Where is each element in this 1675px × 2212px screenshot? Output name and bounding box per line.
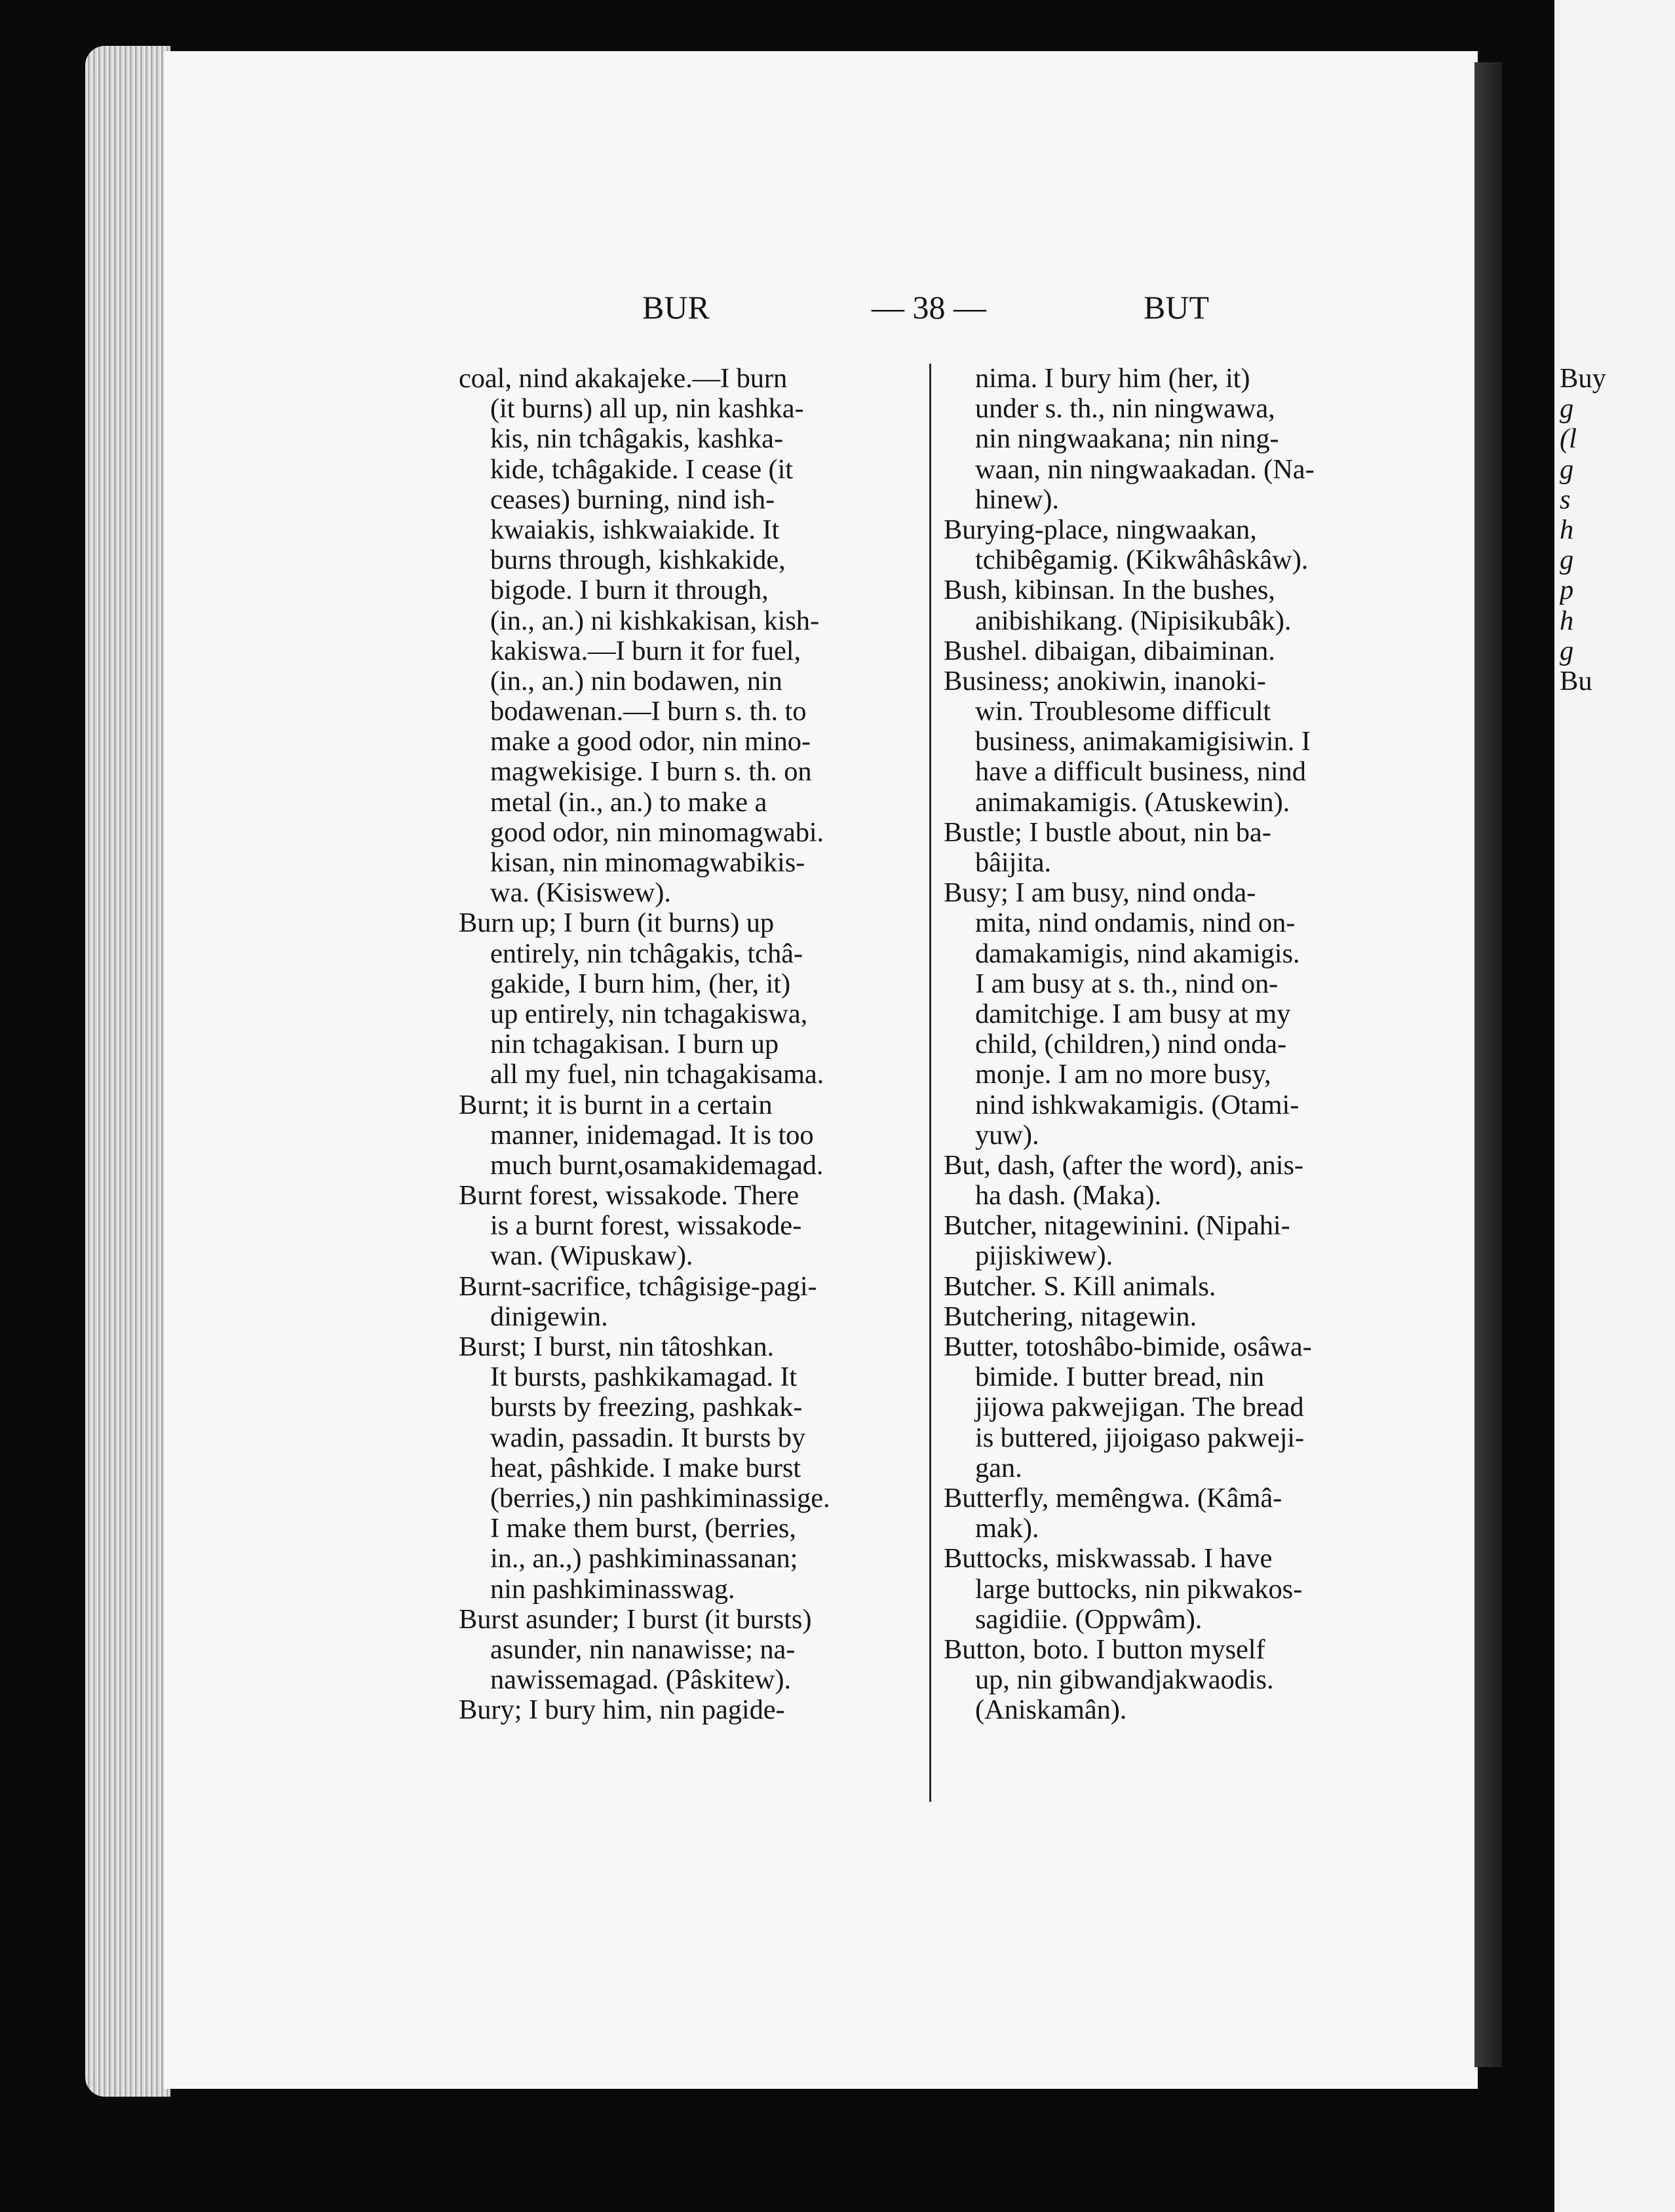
dictionary-line: Burying-place, ningwaakan, (944, 514, 1257, 545)
dictionary-line: is buttered, jijoigaso pakweji- (975, 1422, 1305, 1453)
dictionary-line: magwekisige. I burn s. th. on (490, 757, 812, 788)
dictionary-line: bodawenan.—I burn s. th. to (490, 696, 807, 727)
facing-page-line: (l (1560, 424, 1577, 455)
dictionary-line: Business; anokiwin, inanoki- (944, 666, 1266, 696)
dictionary-line: bimide. I butter bread, nin (975, 1362, 1265, 1393)
dictionary-line: wa. (Kisiswew). (490, 878, 671, 909)
dictionary-line: kide, tchâgakide. I cease (it (490, 454, 794, 485)
dictionary-line: hinew). (975, 484, 1059, 515)
dictionary-line: But, dash, (after the word), anis- (944, 1150, 1303, 1181)
dictionary-line: (it burns) all up, nin kashka- (490, 394, 804, 425)
dictionary-line: nima. I bury him (her, it) (975, 364, 1250, 394)
dictionary-line: good odor, nin minomagwabi. (490, 817, 824, 848)
dictionary-line: animakamigis. (Atuskewin). (975, 787, 1290, 818)
dictionary-line: entirely, nin tchâgakis, tchâ- (490, 938, 803, 969)
dictionary-line: gakide, I burn him, (her, it) (490, 968, 791, 999)
right-guide-word: BUT (1144, 289, 1209, 326)
dictionary-line: large buttocks, nin pikwakos- (975, 1574, 1303, 1605)
dictionary-line: Buttocks, miskwassab. I have (944, 1544, 1273, 1574)
dictionary-line: Bush, kibinsan. In the bushes, (944, 575, 1275, 606)
facing-page-line: Buy (1560, 364, 1606, 394)
dictionary-line: It bursts, pashkikamagad. It (490, 1362, 798, 1393)
dictionary-line: up, nin gibwandjakwaodis. (975, 1665, 1274, 1696)
dictionary-line: Bushel. dibaigan, dibaiminan. (944, 636, 1275, 666)
dictionary-line: up entirely, nin tchagakiswa, (490, 999, 808, 1029)
dictionary-line: coal, nind akakajeke.—I burn (459, 364, 788, 394)
facing-page-line: g (1560, 545, 1574, 576)
left-column (459, 364, 917, 1725)
facing-page-fragment (1554, 0, 1675, 2212)
dictionary-line: all my fuel, nin tchagakisama. (490, 1059, 824, 1090)
dictionary-line: nawissemagad. (Pâskitew). (490, 1665, 791, 1696)
dictionary-line: Butcher. S. Kill animals. (944, 1271, 1216, 1302)
dictionary-line: tchibêgamig. (Kikwâhâskâw). (975, 545, 1309, 576)
dictionary-line: ceases) burning, nind ish- (490, 484, 775, 515)
facing-page-line: Bu (1560, 666, 1592, 696)
dictionary-line: burns through, kishkakide, (490, 545, 786, 576)
facing-page-line: g (1560, 394, 1574, 425)
dictionary-line: pijiskiwew). (975, 1241, 1113, 1272)
dictionary-line: Busy; I am busy, nind onda- (944, 878, 1256, 909)
dictionary-line: make a good odor, nin mino- (490, 727, 811, 757)
dictionary-line: kakiswa.—I burn it for fuel, (490, 636, 801, 666)
dictionary-line: Burst; I burst, nin tâtoshkan. (459, 1332, 774, 1362)
dictionary-line: child, (children,) nind onda- (975, 1029, 1287, 1060)
dictionary-line: waan, nin ningwaakadan. (Na- (975, 454, 1315, 485)
dictionary-line: nind ishkwakamigis. (Otami- (975, 1090, 1300, 1120)
dictionary-line: manner, inidemagad. It is too (490, 1120, 814, 1151)
dictionary-line: Button, boto. I button myself (944, 1634, 1265, 1665)
dictionary-line: asunder, nin nanawisse; na- (490, 1634, 796, 1665)
page-stack-edge (85, 46, 170, 2097)
dictionary-line: Butterfly, memêngwa. (Kâmâ- (944, 1483, 1282, 1514)
dictionary-line: Burnt; it is burnt in a certain (459, 1090, 773, 1120)
dictionary-line: I make them burst, (berries, (490, 1514, 796, 1544)
dictionary-line: kwaiakis, ishkwaiakide. It (490, 514, 780, 545)
dictionary-line: (in., an.) nin bodawen, nin (490, 666, 782, 696)
dictionary-line: kisan, nin minomagwabikis- (490, 848, 805, 878)
dictionary-line: nin tchagakisan. I burn up (490, 1029, 779, 1060)
dictionary-line: Burnt forest, wissakode. There (459, 1181, 799, 1211)
dictionary-line: have a difficult business, nind (975, 757, 1306, 788)
dictionary-line: wan. (Wipuskaw). (490, 1241, 693, 1272)
dictionary-line: sagidiie. (Oppwâm). (975, 1604, 1203, 1635)
dictionary-line: Butcher, nitagewinini. (Nipahi- (944, 1211, 1290, 1242)
page-gutter-shadow (1474, 62, 1502, 2067)
dictionary-line: (Aniskamân). (975, 1695, 1127, 1726)
dictionary-line: Burnt-sacrifice, tchâgisige-pagi- (459, 1271, 817, 1302)
dictionary-line: Butter, totoshâbo-bimide, osâwa- (944, 1332, 1312, 1362)
dictionary-line: damakamigis, nind akamigis. (975, 938, 1300, 969)
dictionary-line: monje. I am no more busy, (975, 1059, 1271, 1090)
dictionary-line: under s. th., nin ningwawa, (975, 394, 1275, 425)
dictionary-line: yuw). (975, 1120, 1039, 1151)
facing-page-line: s (1560, 484, 1571, 515)
dictionary-line: mak). (975, 1514, 1039, 1544)
dictionary-line: dinigewin. (490, 1301, 608, 1332)
dictionary-line: metal (in., an.) to make a (490, 787, 767, 818)
dictionary-line: kis, nin tchâgakis, kashka- (490, 424, 783, 455)
right-column (944, 364, 1415, 1725)
dictionary-line: much burnt,osamakidemagad. (490, 1150, 824, 1181)
dictionary-line: win. Troublesome difficult (975, 696, 1271, 727)
column-divider (929, 364, 931, 1802)
dictionary-line: in., an.,) pashkiminassanan; (490, 1544, 798, 1574)
dictionary-line: gan. (975, 1453, 1022, 1483)
running-head (164, 288, 1478, 341)
dictionary-line: damitchige. I am busy at my (975, 999, 1291, 1029)
facing-page-line: p (1560, 575, 1574, 606)
dictionary-line: anibishikang. (Nipisikubâk). (975, 605, 1292, 636)
page-number: — 38 — (872, 289, 986, 326)
dictionary-line: jijowa pakwejigan. The bread (975, 1392, 1304, 1423)
dictionary-line: nin pashkiminasswag. (490, 1574, 735, 1605)
facing-page-line: h (1560, 605, 1574, 636)
dictionary-line: bâijita. (975, 848, 1052, 878)
dictionary-line: (berries,) nin pashkiminassige. (490, 1483, 830, 1514)
facing-page-line: h (1560, 514, 1574, 545)
dictionary-line: nin ningwaakana; nin ning- (975, 424, 1279, 455)
dictionary-line: I am busy at s. th., nind on- (975, 968, 1279, 999)
dictionary-line: (in., an.) ni kishkakisan, kish- (490, 605, 820, 636)
dictionary-line: bursts by freezing, pashkak- (490, 1392, 803, 1423)
facing-page-text (1560, 364, 1606, 696)
facing-page-line: g (1560, 454, 1574, 485)
dictionary-line: Burn up; I burn (it burns) up (459, 908, 775, 939)
dictionary-line: Burst asunder; I burst (it bursts) (459, 1604, 812, 1635)
left-guide-word: BUR (642, 289, 710, 326)
dictionary-line: wadin, passadin. It bursts by (490, 1422, 806, 1453)
dictionary-line: bigode. I burn it through, (490, 575, 769, 606)
dictionary-line: ha dash. (Maka). (975, 1181, 1161, 1211)
dictionary-line: business, animakamigisiwin. I (975, 727, 1311, 757)
dictionary-line: Butchering, nitagewin. (944, 1301, 1197, 1332)
facing-page-line: g (1560, 636, 1574, 666)
dictionary-line: Bustle; I bustle about, nin ba- (944, 817, 1271, 848)
dictionary-line: heat, pâshkide. I make burst (490, 1453, 801, 1483)
dictionary-line: Bury; I bury him, nin pagide- (459, 1695, 785, 1726)
dictionary-line: is a burnt forest, wissakode- (490, 1211, 802, 1242)
dictionary-line: mita, nind ondamis, nind on- (975, 908, 1296, 939)
